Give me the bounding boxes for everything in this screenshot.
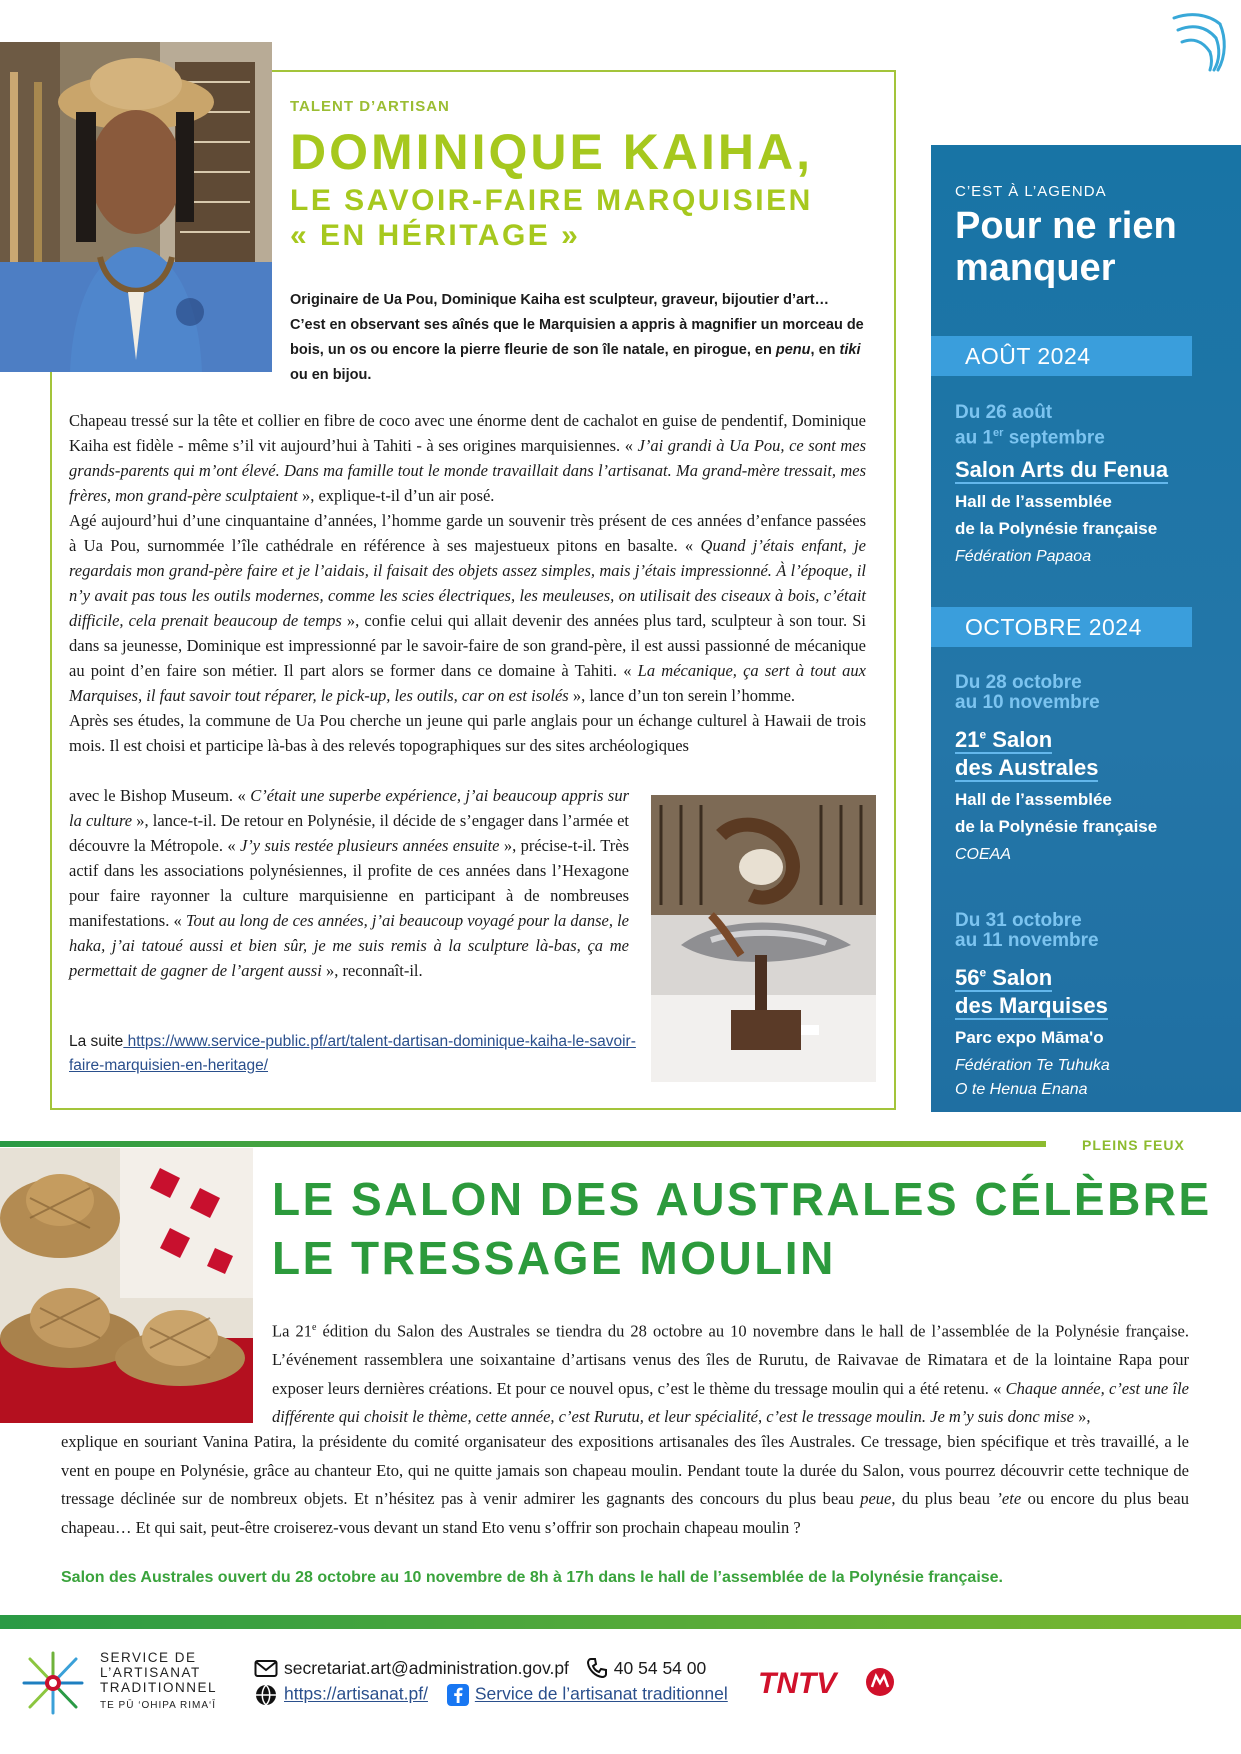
agenda-title: Pour ne rien manquer — [955, 205, 1177, 289]
p2-text: Agé aujourd’hui d’une cinquantaine d’années, l’homme garde un souvenir très présent de ces années d’enfance passées à Ua Pou, surnommée l’île cathédrale en référence à ses majestueux pitons en basalte. « — [69, 511, 866, 555]
event-organizer-2: O te Henua Enana — [955, 1081, 1088, 1099]
event-organizer — [955, 1054, 1235, 1102]
p3-quote-2: J’y suis restée plusieurs années ensuite — [239, 836, 500, 855]
article-kicker: TALENT D’ARTISAN — [290, 98, 450, 115]
event-date-start: Du 31 octobre — [955, 910, 1082, 931]
artisan-portrait-photo — [0, 42, 272, 372]
tntv-logo — [758, 1665, 898, 1699]
paragraph-1 — [69, 408, 866, 508]
p3-quote: C’était une superbe expérience, j’ai beaucoup appris sur la culture — [69, 786, 630, 830]
facebook-icon — [447, 1684, 469, 1706]
article2-title-line-2: LE TRESSAGE MOULIN — [272, 1232, 836, 1284]
section-separator — [0, 1141, 1046, 1147]
month-band-october: OCTOBRE 2024 — [931, 607, 1192, 647]
article-body-continued — [69, 783, 629, 983]
org-line-2: L’ARTISANAT — [100, 1665, 201, 1680]
b2-peue: peue — [860, 1489, 892, 1508]
event-title-line-1 — [955, 965, 1052, 992]
agenda-kicker: C’EST À L’AGENDA — [955, 183, 1107, 200]
article2-title-line-1: LE SALON DES AUSTRALES CÉLÈBRE — [272, 1173, 1212, 1225]
event-title-sup: e — [979, 966, 987, 980]
event-place-1: Hall de l’assemblée — [955, 790, 1112, 810]
event-organizer: Fédération Papaoa — [955, 548, 1092, 566]
p2-quote-2: La mécanique, ça sert à tout aux Marquises, il faut savoir tout réparer, le pick-up, les outils, car on est isolés — [69, 661, 866, 705]
org-line-1: SERVICE DE — [100, 1650, 197, 1665]
phone-icon — [586, 1657, 608, 1679]
lead-tiki: tiki — [839, 342, 861, 358]
b2-text-2: , du plus beau — [891, 1489, 997, 1508]
b2-ete: ’ete — [996, 1489, 1022, 1508]
event-title-sup: e — [979, 728, 987, 742]
p1-end: », explique-t-il d’un air posé. — [297, 486, 495, 505]
p3-mid: », lance-t-il. De retour en Polynésie, il décide de s’engager dans l’armée et découvre la Métropole. « — [69, 811, 629, 855]
tntv-logo-text: TNTV — [758, 1667, 837, 1699]
woven-hats-photo — [0, 1148, 253, 1423]
title-line-3: « EN HÉRITAGE » — [290, 219, 581, 252]
event-place: Parc expo Māma'o — [955, 1028, 1104, 1048]
article2-title — [272, 1170, 1232, 1288]
event-date-start: Du 28 octobre — [955, 672, 1082, 693]
event-place-1: Hall de l’assemblée — [955, 492, 1112, 512]
lead-text: Originaire de Ua Pou, Dominique Kaiha est sculpteur, graveur, bijoutier d’art… C’est en observant ses aînés que le Marquisien a appris à magnifier un morceau de bois, un os ou encore la pierre fleurie de son île natale, en pirogue, en — [290, 292, 864, 358]
b1-text-2: édition du Salon des Australes se tiendra du 28 octobre au 10 novembre dans le hall de l’assemblée de la Polynésie française. L’événement rassemblera une soixantaine d’artisans venus des îles de Rurutu, de Raivavae de Rimatara et de la lointaine Rapa pour exposer leurs dernières créations. Et pour ce nouvel opus, c’est le thème du tressage moulin qui a été retenu. « — [272, 1321, 1189, 1398]
event-title-a: Salon — [986, 727, 1053, 753]
event-date — [955, 911, 1235, 951]
b1-quote: Chaque année, c’est une île différente qui choisit le thème, cette année, c’est Rurutu, et leur spécialité, c’est le tressage moulin. Je m’y suis donc mise — [272, 1378, 1189, 1426]
event-title-text: Salon Arts du Fenua — [955, 457, 1169, 483]
lead-text-2: , en — [810, 342, 840, 358]
lead-text-3: ou en bijou. — [290, 367, 372, 383]
read-more — [69, 1030, 639, 1078]
event-place-2: de la Polynésie française — [955, 519, 1158, 539]
p2-quote: Quand j’étais enfant, je regardais mon grand-père faire et je l’aidais, il faisait des objets assez simples, mais j’étais impressionné. À l’époque, il n’y avait pas tous les outils modernes, comme les scies électriques, les meuleuses, on utilisait des ciseaux à bois, c’était difficile, cela prenait beaucoup de temps — [69, 536, 866, 630]
event-organizer: COEAA — [955, 846, 1012, 864]
month-band-august: AOÛT 2024 — [931, 336, 1192, 376]
article-title — [290, 125, 880, 252]
b1-text: La 21 — [272, 1321, 312, 1341]
article-body — [69, 408, 866, 758]
p3-mid-2: », précise-t-il. Très actif dans les associations polynésiennes, il profite de ces années dans l’Hexagone pour faire rayonner la culture marquisienne en participant à de nombreuses manifestations. « — [69, 836, 629, 930]
globe-icon — [254, 1683, 278, 1707]
event-place — [955, 488, 1235, 542]
p3-quote-3: Tout au long de ces années, j’ai beaucoup voyagé pour la danse, le haka, j’ai tatoué aussi et bien sûr, je me suis remis à la sculpture là-bas, ça me permettait de gagner de l’argent aussi — [69, 911, 630, 980]
footer-contact-row-2 — [254, 1683, 728, 1707]
event-organizer-1: Fédération Te Tuhuka — [955, 1057, 1110, 1075]
p1-quote: J’ai grandi à Ua Pou, ce sont mes grands-parents qui m’ont élevé. Dans ma famille tout le monde travaillait dans l’artisanat. Ma grand-mère tressait, mes frères, mon grand-père sculptaient — [69, 436, 867, 505]
event-title-num: 21 — [955, 727, 980, 753]
paragraph-2 — [69, 508, 866, 708]
p1-text: Chapeau tressé sur la tête et collier en fibre de coco avec une énorme dent de cachalot en guise de pendentif, Dominique Kaiha est fidèle - même s’il vit aujourd’hui à Tahiti - à ses origines marquisiennes. « — [69, 411, 866, 455]
event-date — [955, 403, 1235, 448]
event-date-start: Du 26 août — [955, 402, 1053, 423]
phone-text[interactable]: 40 54 54 00 — [613, 1657, 707, 1678]
p3-end: », reconnaît-il. — [321, 961, 423, 980]
agenda-event-1 — [955, 403, 1235, 569]
p3-text: Après ses études, la commune de Ua Pou cherche un jeune qui parle anglais pour un échange culturel à Hawaii de trois mois. Il est choisi et participe là-bas à des relevés topographiques sur des sites archéologiques — [69, 711, 866, 755]
footer-org-name — [100, 1650, 217, 1713]
b2-text: explique en souriant Vanina Patira, la présidente du comité organisateur des expositions artisanales des îles Australes. Ce tressage, bien spécifique et très travaillé, a le vent en poupe en Polynésie, grâce au chanteur Eto, qui ne quitte jamais son chapeau moulin. Pendant toute la durée du Salon, vous pourrez découvrir cette technique de tressage déclinée sur de nombreux objets. Et n’hésitez pas à venir admirer les gagnants des concours du plus beau — [61, 1432, 1189, 1508]
read-more-link[interactable]: https://www.service-public.pf/art/talent-dartisan-dominique-kaiha-le-savoir-faire-marquisien-en-heritage/ — [69, 1033, 636, 1074]
event-date-end-2: septembre — [1003, 427, 1105, 449]
agenda-event-2 — [955, 673, 1235, 867]
event-title-a: Salon — [986, 965, 1053, 991]
event-title-line-1 — [955, 727, 1052, 754]
p2-end: », lance d’un ton serein l’homme. — [568, 686, 796, 705]
org-subtitle: TE PŪ ‘OHIPA RIMA‘Ī — [100, 1700, 217, 1711]
article-lead — [290, 288, 865, 388]
event-title-num: 56 — [955, 965, 980, 991]
event-date — [955, 673, 1235, 713]
b1-sup: e — [311, 1322, 317, 1333]
b2-text-3: ou encore du plus beau chapeau… Et qui sait, peut-être croiserez-vous devant un stand Eto venu s’offrir son prochain chapeau moulin ? — [61, 1489, 1190, 1537]
event-date-end: au 1 — [955, 427, 994, 449]
event-place — [955, 786, 1235, 840]
article2-body-continued — [61, 1428, 1189, 1542]
footer-separator — [0, 1615, 1241, 1629]
section-kicker: PLEINS FEUX — [1082, 1137, 1185, 1153]
event-title — [955, 456, 1235, 484]
service-logo-icon — [1170, 8, 1232, 76]
email-icon — [254, 1658, 278, 1678]
artisanat-logo-icon — [18, 1647, 88, 1719]
p2-mid: », confie celui qui allait devenir des années plus tard, sculpteur à son tour. Si dans sa jeunesse, Dominique est impressionné par le savoir-faire de son grand-père, il est aussi passionné de mécanique au point d’en faire son métier. Il part alors se former dans ce domaine à Tahiti. « — [69, 611, 866, 680]
sculpture-photo — [651, 795, 876, 1082]
title-line-1: DOMINIQUE KAIHA, — [290, 124, 813, 180]
event-date-end: au 10 novembre — [955, 692, 1100, 713]
email-text[interactable]: secretariat.art@administration.gov.pf — [284, 1657, 569, 1678]
p3b-text: avec le Bishop Museum. « — [69, 786, 251, 805]
event-title — [955, 959, 1235, 1020]
agenda-sidebar — [931, 145, 1241, 1112]
article2-body — [272, 1314, 1189, 1432]
event-banner: Salon des Australes ouvert du 28 octobre au 10 novembre de 8h à 17h dans le hall de l’assemblée de la Polynésie française. — [61, 1569, 1003, 1586]
title-line-2: LE SAVOIR-FAIRE MARQUISIEN — [290, 184, 813, 217]
facebook-link[interactable]: Service de l’artisanat traditionnel — [474, 1683, 728, 1704]
read-more-label: La suite — [69, 1033, 124, 1050]
event-place-2: de la Polynésie française — [955, 817, 1158, 837]
event-date-sup: er — [993, 427, 1004, 439]
footer-contact-row-1 — [254, 1657, 706, 1679]
org-line-3: TRADITIONNEL — [100, 1680, 218, 1695]
event-title-line-2: des Marquises — [955, 993, 1108, 1019]
paragraph-3 — [69, 708, 866, 758]
b1-end: », — [1074, 1407, 1091, 1426]
event-date-end: au 11 novembre — [955, 930, 1099, 951]
event-title — [955, 721, 1235, 782]
agenda-event-3 — [955, 911, 1235, 1102]
lead-penu: penu — [775, 342, 811, 358]
event-title-line-2: des Australes — [955, 755, 1099, 781]
website-link[interactable]: https://artisanat.pf/ — [284, 1683, 428, 1704]
